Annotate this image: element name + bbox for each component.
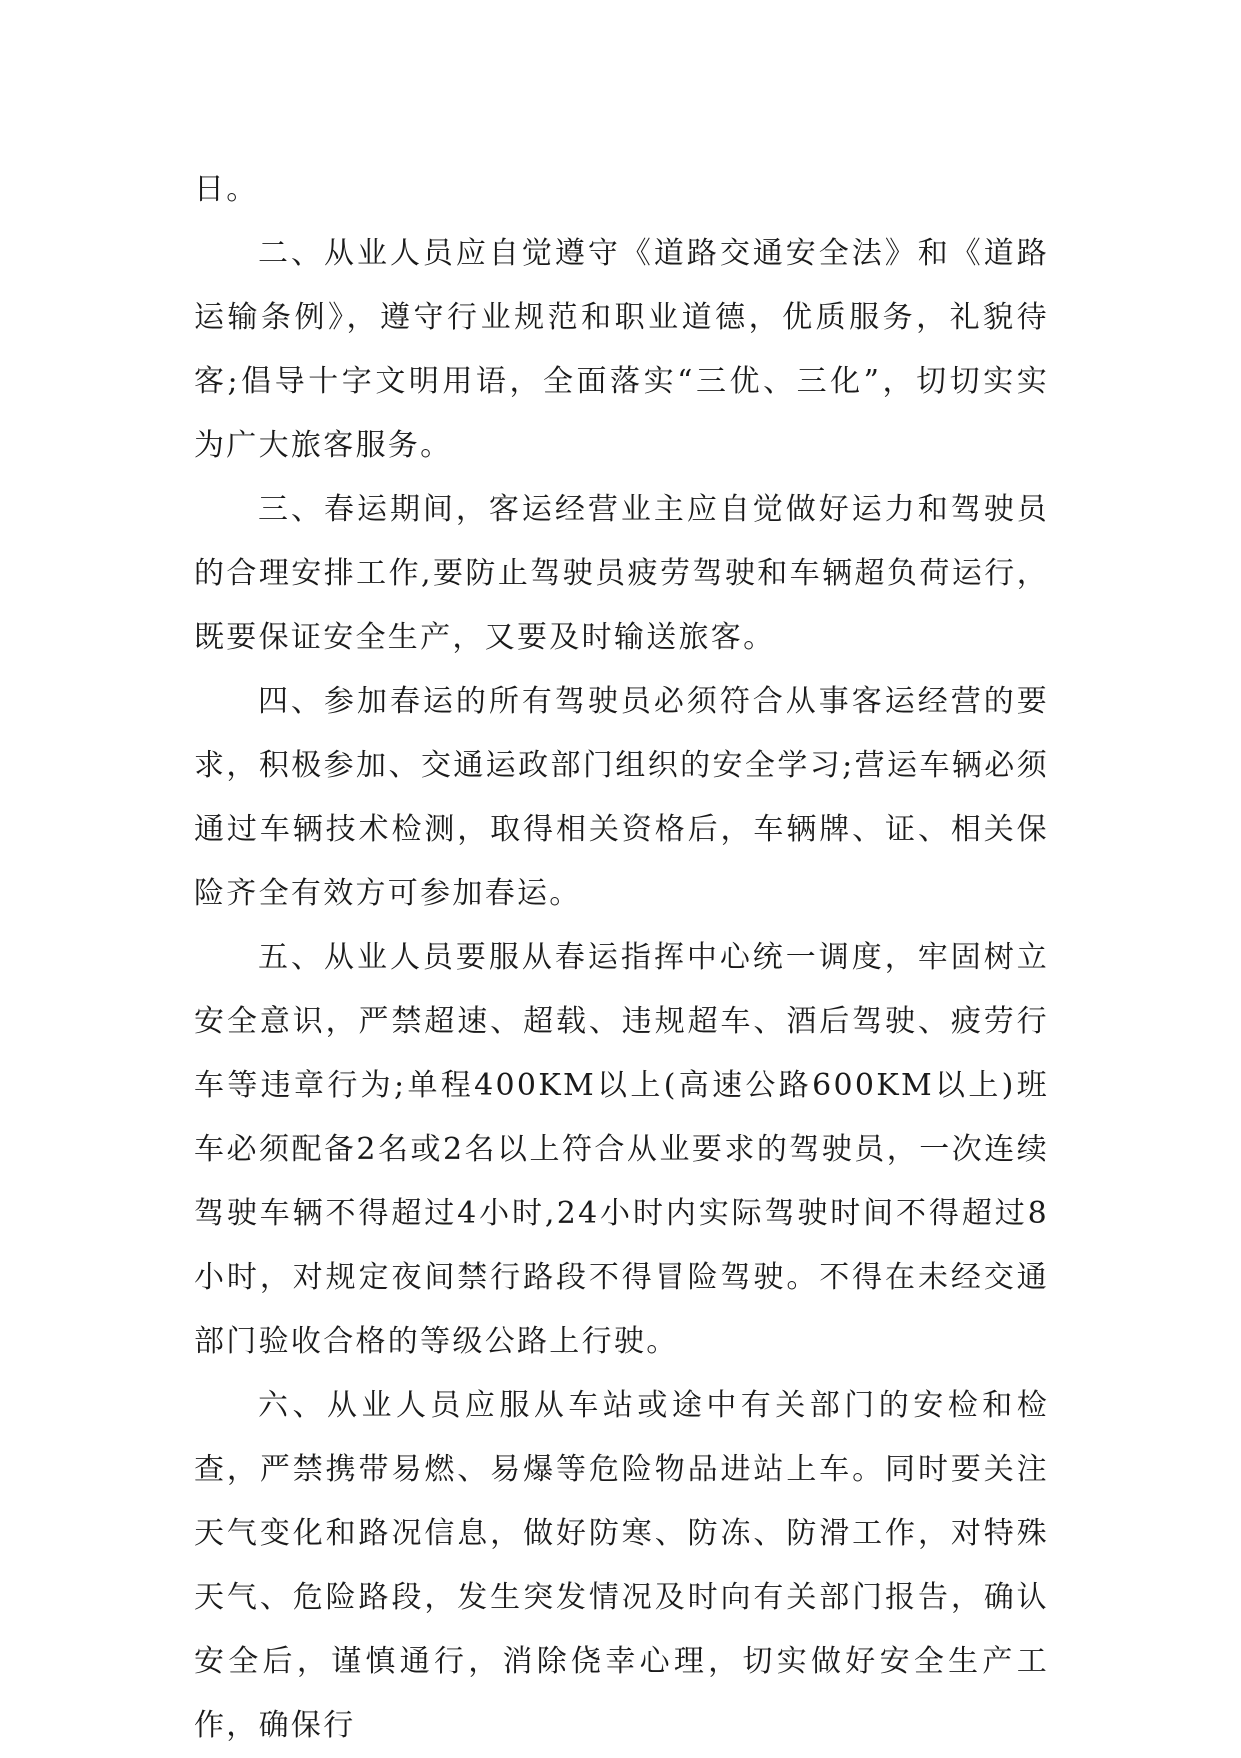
paragraph-item-2: 二、从业人员应自觉遵守《道路交通安全法》和《道路运输条例》，遵守行业规范和职业道德，优质服务，礼貌待客;倡导十字文明用语，全面落实“三优、三化”，切切实实为广大旅客服务。 [194, 236, 1049, 463]
paragraph-continuation: 日。 [194, 172, 259, 207]
paragraph-item-5: 五、从业人员要服从春运指挥中心统一调度，牢固树立安全意识，严禁超速、超载、违规超车、酒后驾驶、疲劳行车等违章行为;单程400KM以上(高速公路600KM以上)班车必须配备2名或2名以上符合从业要求的驾驶员，一次连续驾驶车辆不得超过4小时,24小时内实际驾驶时间不得超过8小时，对规定夜间禁行路段不得冒险驾驶。不得在未经交通部门验收合格的等级公路上行驶。 [194, 940, 1049, 1359]
document-body [194, 158, 1049, 1758]
paragraph-item-6: 六、从业人员应服从车站或途中有关部门的安检和检查，严禁携带易燃、易爆等危险物品进站上车。同时要关注天气变化和路况信息，做好防寒、防冻、防滑工作，对特殊天气、危险路段，发生突发情况及时向有关部门报告，确认安全后，谨慎通行，消除侥幸心理，切实做好安全生产工作，确保行 [194, 1388, 1049, 1743]
paragraph-item-3: 三、春运期间，客运经营业主应自觉做好运力和驾驶员的合理安排工作,要防止驾驶员疲劳驾驶和车辆超负荷运行，既要保证安全生产，又要及时输送旅客。 [194, 492, 1049, 655]
paragraph-item-4: 四、参加春运的所有驾驶员必须符合从事客运经营的要求，积极参加、交通运政部门组织的安全学习;营运车辆必须通过车辆技术检测，取得相关资格后，车辆牌、证、相关保险齐全有效方可参加春运。 [194, 684, 1049, 911]
